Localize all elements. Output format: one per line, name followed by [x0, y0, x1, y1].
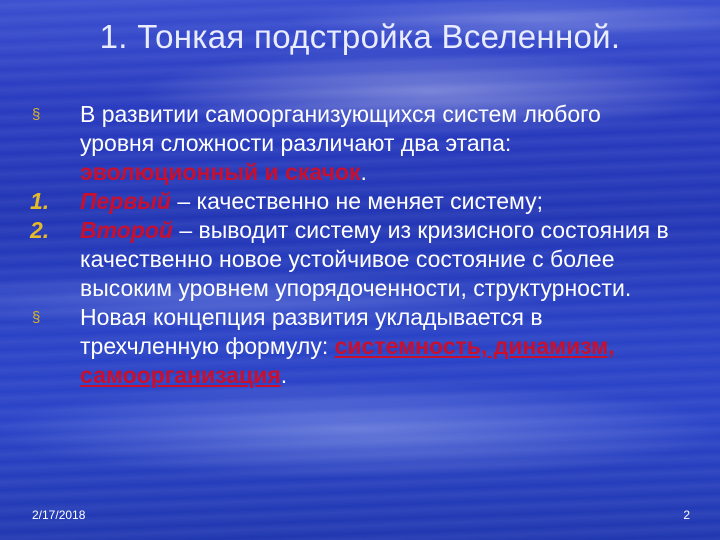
number-marker: 1. — [30, 188, 50, 214]
item-text-end: – качественно не меняет систему; — [170, 188, 544, 214]
item-text-end: – выводит систему из кризисного состояния в качественно новое устойчивое состояние с более высоким уровнем упорядоченности, структурности. — [80, 217, 669, 301]
list-item — [30, 303, 670, 390]
square-bullet-icon: § — [32, 309, 41, 326]
item-text-end: . — [280, 362, 288, 388]
number-marker: 2. — [30, 217, 50, 243]
item-text: В развитии самоорганизующихся систем любого уровня сложности различают два этапа: — [80, 101, 601, 156]
list-item — [30, 216, 670, 303]
page-number: 2 — [683, 508, 690, 522]
list-item — [30, 100, 670, 187]
footer-date: 2/17/2018 — [32, 508, 86, 522]
slide-title: 1. Тонкая подстройка Вселенной. — [99, 18, 621, 55]
bullet-list — [30, 100, 670, 390]
square-bullet-icon: § — [32, 106, 41, 123]
highlight-text: системность, динамизм, самоорганизация — [80, 333, 615, 388]
list-item — [30, 187, 670, 216]
item-text: Новая концепция развития укладывается в трехчленную формулу: — [80, 304, 543, 359]
highlight-text: эволюционный и скачок — [80, 159, 361, 185]
highlight-text: Второй — [80, 217, 173, 243]
highlight-text: Первый — [80, 188, 171, 214]
item-text-end: . — [360, 159, 367, 185]
